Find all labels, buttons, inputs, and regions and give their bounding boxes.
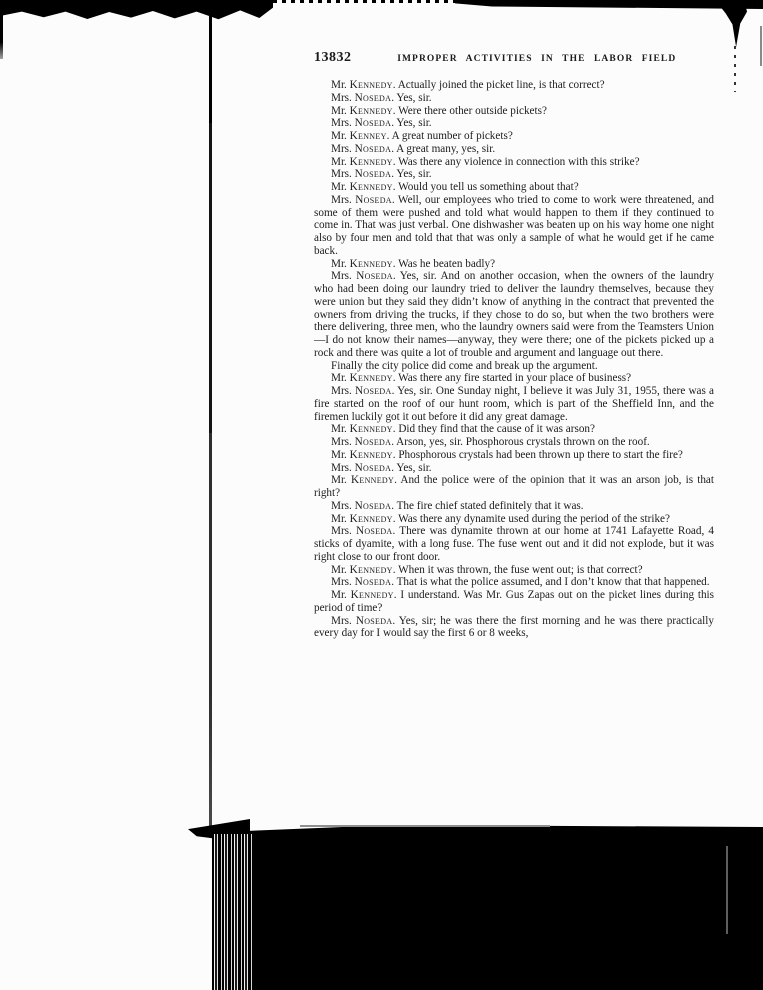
speech-text: Mrs. — [331, 142, 355, 155]
transcript-paragraph — [314, 513, 714, 526]
speech-text: Mrs. — [331, 91, 355, 104]
speech-text: Mr. — [331, 563, 350, 576]
speech-text: Mr. — [331, 372, 350, 385]
speaker-name: Noseda — [355, 614, 393, 627]
speech-text: . I understand. Was Mr. Gus Zapas out on the picket lines during this period of time? — [314, 589, 715, 614]
speech-text: Mrs. — [331, 499, 355, 512]
speech-text: Mr. — [331, 423, 350, 436]
transcript-paragraph — [314, 79, 714, 92]
speech-text: . Yes, sir. — [391, 168, 432, 181]
speech-text: Mrs. — [331, 525, 356, 538]
speech-text: Mrs. — [331, 576, 355, 589]
scan-artifact-right-edge-line — [760, 26, 762, 66]
running-title: IMPROPER ACTIVITIES IN THE LABOR FIELD — [397, 54, 677, 64]
transcript-paragraph — [314, 117, 714, 130]
transcript-paragraph — [314, 258, 714, 271]
speech-text: . And the police were of the opinion that it was an arson job, is that right? — [314, 474, 714, 499]
speaker-name: Kenney — [349, 130, 387, 142]
scan-artifact-bottom-black-block — [246, 824, 763, 990]
speech-text: . Yes, sir. One Sunday night, I believe it was July 31, 1955, there was a fire started on the roof of our hunt room, which is part of the Sheffield Inn, and the firemen luckily got it out before it did any great damage. — [314, 385, 714, 423]
transcript-paragraph — [314, 105, 714, 118]
speech-text: . Would you tell us something about that? — [392, 181, 579, 193]
speaker-name: Noseda — [354, 436, 392, 448]
speaker-name: Noseda — [354, 142, 392, 155]
speaker-name: Kennedy — [349, 372, 393, 385]
speech-text: Finally the city police did come and break up the argument. — [331, 359, 598, 372]
speaker-name: Noseda — [355, 525, 393, 538]
speaker-name: Noseda — [355, 193, 392, 206]
transcript-paragraph — [314, 130, 714, 143]
transcript-paragraph — [314, 564, 714, 577]
speech-text: Mrs. — [331, 270, 357, 283]
speech-text: . Yes, sir. — [391, 117, 432, 130]
speech-text: Mr. — [331, 104, 350, 117]
speech-text: Mr. — [331, 474, 351, 487]
transcript-paragraph — [314, 615, 714, 641]
transcript-paragraph — [314, 92, 714, 105]
scan-artifact-top-left-band — [0, 0, 273, 20]
scan-artifact-left-edge-line — [0, 3, 3, 59]
speech-text: . Did they find that the cause of it was arson? — [392, 423, 595, 436]
speaker-name: Noseda — [354, 576, 392, 589]
transcript-paragraph — [314, 360, 714, 373]
speaker-name: Kennedy — [350, 589, 394, 601]
speech-text: . The fire chief stated definitely that it was. — [391, 499, 584, 512]
transcript-paragraph — [314, 436, 714, 449]
scan-artifact-top-right-blob — [721, 5, 747, 47]
speech-text: Mrs. — [331, 614, 356, 627]
speaker-name: Kennedy — [351, 474, 395, 487]
speaker-name: Noseda — [354, 117, 392, 130]
speech-text: Mrs. — [331, 461, 355, 474]
speech-text: . Yes, sir; he was there the first morning and he was there practically every day for I would say the first 6 or 8 weeks, — [314, 614, 714, 640]
speech-text: Mr. — [331, 181, 350, 193]
speech-text: Mrs. — [331, 117, 355, 130]
speaker-name: Kennedy — [349, 512, 393, 525]
transcript-paragraph — [314, 156, 714, 169]
transcript-paragraph — [314, 525, 714, 563]
speech-text: Mr. — [331, 130, 350, 142]
speech-text: . There was dynamite thrown at our home at 1741 Lafayette Road, 4 sticks of dyamite, with a long fuse. The fuse went out and it did not explode, but it was right close to our front door. — [314, 525, 714, 563]
speech-text: . Was there any fire started in your place of business? — [392, 372, 632, 385]
transcript-paragraph — [314, 474, 714, 500]
speech-text: . Was there any violence in connection with this strike? — [392, 155, 640, 168]
transcript-paragraph — [314, 181, 714, 194]
speech-text: . Yes, sir. And on another occasion, when the owners of the laundry who had been doing our laundry tried to deliver the laundry themselves, because they were union but they said they didn’t know of anything in the contract that prevented the owners from driving the trucks, if they chose to do so, but when the two brothers were there delivering, three men, who the laundry owners said were from the Teamsters Union—I do not know their names—anyway, they were there; one of the pickets picked up a rock and there was quite a lot of trouble and argument and language out there. — [314, 270, 714, 359]
transcript-paragraph — [314, 270, 714, 359]
speaker-name: Kennedy — [349, 104, 393, 117]
speech-text: . Were there other outside pickets? — [392, 104, 547, 117]
speaker-name: Kennedy — [349, 448, 393, 461]
scan-artifact-bottom-scratch — [726, 846, 728, 934]
speaker-name: Noseda — [354, 168, 392, 181]
speaker-name: Noseda — [356, 270, 393, 283]
transcript-paragraph — [314, 500, 714, 513]
speech-text: Mrs. — [331, 436, 355, 448]
speaker-name: Noseda — [354, 461, 392, 474]
speech-text: Mrs. — [331, 168, 355, 181]
transcript-paragraph — [314, 589, 714, 615]
page-number: 13832 — [314, 50, 352, 65]
scan-artifact-top-right-dashes — [734, 46, 736, 92]
speech-text: Mr. — [331, 155, 350, 168]
speech-text: Mr. — [331, 589, 351, 601]
speech-text: . Was he beaten badly? — [392, 257, 496, 270]
transcript-paragraph — [314, 372, 714, 385]
speaker-name: Kennedy — [349, 257, 393, 270]
speech-text: Mr. — [331, 79, 350, 91]
transcript-paragraph — [314, 143, 714, 156]
scan-artifact-top-right-band — [455, 0, 763, 9]
speech-text: . That is what the police assumed, and I don’t know that that happened. — [391, 576, 710, 589]
speech-text: Mr. — [331, 512, 350, 525]
speaker-name: Noseda — [354, 91, 392, 104]
transcript-paragraph — [314, 194, 714, 258]
speech-text: . Arson, yes, sir. Phosphorous crystals thrown on the roof. — [391, 436, 650, 448]
speech-text: . Yes, sir. — [391, 461, 432, 474]
speaker-name: Kennedy — [349, 79, 393, 91]
speech-text: Mr. — [331, 448, 350, 461]
speech-text: . Well, our employees who tried to come to work were threatened, and some of them were pushed and told what would happen to them if they continued to come in. That was just verbal. One dishwasher was beaten up on his way home one night also by four men and told that that was only a sample of what he would get if he came back. — [314, 193, 715, 257]
speech-text: Mrs. — [331, 385, 355, 397]
speaker-name: Kennedy — [349, 563, 393, 576]
speaker-name: Kennedy — [349, 181, 393, 193]
speaker-name: Kennedy — [349, 155, 393, 168]
speech-text: . Yes, sir. — [391, 91, 432, 104]
speaker-name: Noseda — [355, 385, 392, 397]
page-header — [314, 50, 714, 66]
transcript-paragraph — [314, 449, 714, 462]
scan-artifact-bottom-noise-column — [212, 834, 254, 990]
transcript-paragraph — [314, 423, 714, 436]
page-fold-line — [209, 13, 212, 828]
speech-text: . A great number of pickets? — [386, 130, 513, 142]
speaker-name: Kennedy — [349, 423, 393, 436]
speech-text: . Phosphorous crystals had been thrown up there to start the fire? — [392, 448, 683, 461]
speech-text: Mr. — [331, 257, 350, 270]
transcript-paragraph — [314, 168, 714, 181]
transcript-paragraph — [314, 385, 714, 423]
transcript — [314, 79, 714, 640]
transcript-paragraph — [314, 462, 714, 475]
speech-text: Mrs. — [331, 193, 356, 206]
speaker-name: Noseda — [354, 499, 392, 512]
speech-text: . Actually joined the picket line, is that correct? — [392, 79, 605, 91]
transcript-paragraph — [314, 576, 714, 589]
speech-text: . When it was thrown, the fuse went out; is that correct? — [392, 563, 643, 576]
speech-text: . Was there any dynamite used during the period of the strike? — [392, 512, 670, 525]
scan-artifact-bottom-gray-edge — [300, 825, 550, 827]
speech-text: . A great many, yes, sir. — [391, 142, 496, 155]
